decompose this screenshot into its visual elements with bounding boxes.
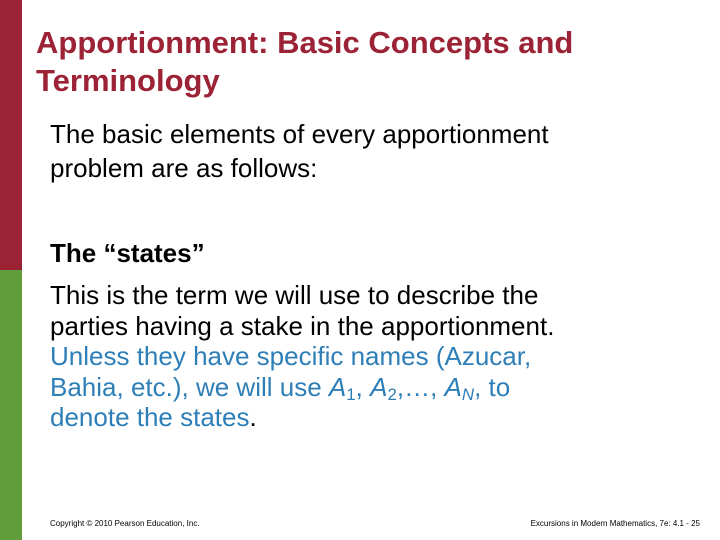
states-heading: The “states” xyxy=(50,238,205,268)
state-subscript-1: 1 xyxy=(346,384,356,404)
definition-line2: parties having a stake in the apportionment. xyxy=(50,310,555,341)
state-subscript-2: 2 xyxy=(387,384,397,404)
slide-title xyxy=(36,24,706,100)
footer-copyright: Copyright © 2010 Pearson Education, Inc. xyxy=(50,519,200,528)
definition-line1: This is the term we will use to describe the xyxy=(50,280,539,310)
state-variable-n: A xyxy=(444,371,462,402)
slide-title-line1: Apportionment: Basic Concepts and xyxy=(36,25,574,60)
definition-line5-text: denote the states xyxy=(50,402,250,432)
footer-source: Excursions in Modern Mathematics, 7e: 4.1 - 25 xyxy=(530,519,700,528)
definition-line5-period: . xyxy=(249,402,257,432)
definition-line4 xyxy=(50,372,710,403)
state-subscript-n xyxy=(462,385,474,404)
states-definition xyxy=(50,280,710,433)
definition-line4-end: , to xyxy=(474,371,511,402)
state-variable-1: A xyxy=(328,371,347,402)
definition-line4-text: Bahia, etc.), we will use xyxy=(50,371,329,402)
intro-line1: The basic elements of every apportionment xyxy=(50,119,549,149)
state-subscript-n-letter: N xyxy=(461,384,475,404)
slide-title-line2: Terminology xyxy=(36,63,220,98)
intro-paragraph xyxy=(50,117,700,185)
separator-1: , xyxy=(355,371,371,402)
definition-line3: Unless they have specific names (Azucar, xyxy=(50,341,532,371)
state-variable-2: A xyxy=(370,371,388,402)
intro-line2: problem are as follows: xyxy=(50,153,318,183)
definition-line5 xyxy=(50,402,710,433)
accent-bar-bottom xyxy=(0,270,22,540)
accent-bar-top xyxy=(0,0,22,270)
separator-2: ,…, xyxy=(396,371,445,402)
